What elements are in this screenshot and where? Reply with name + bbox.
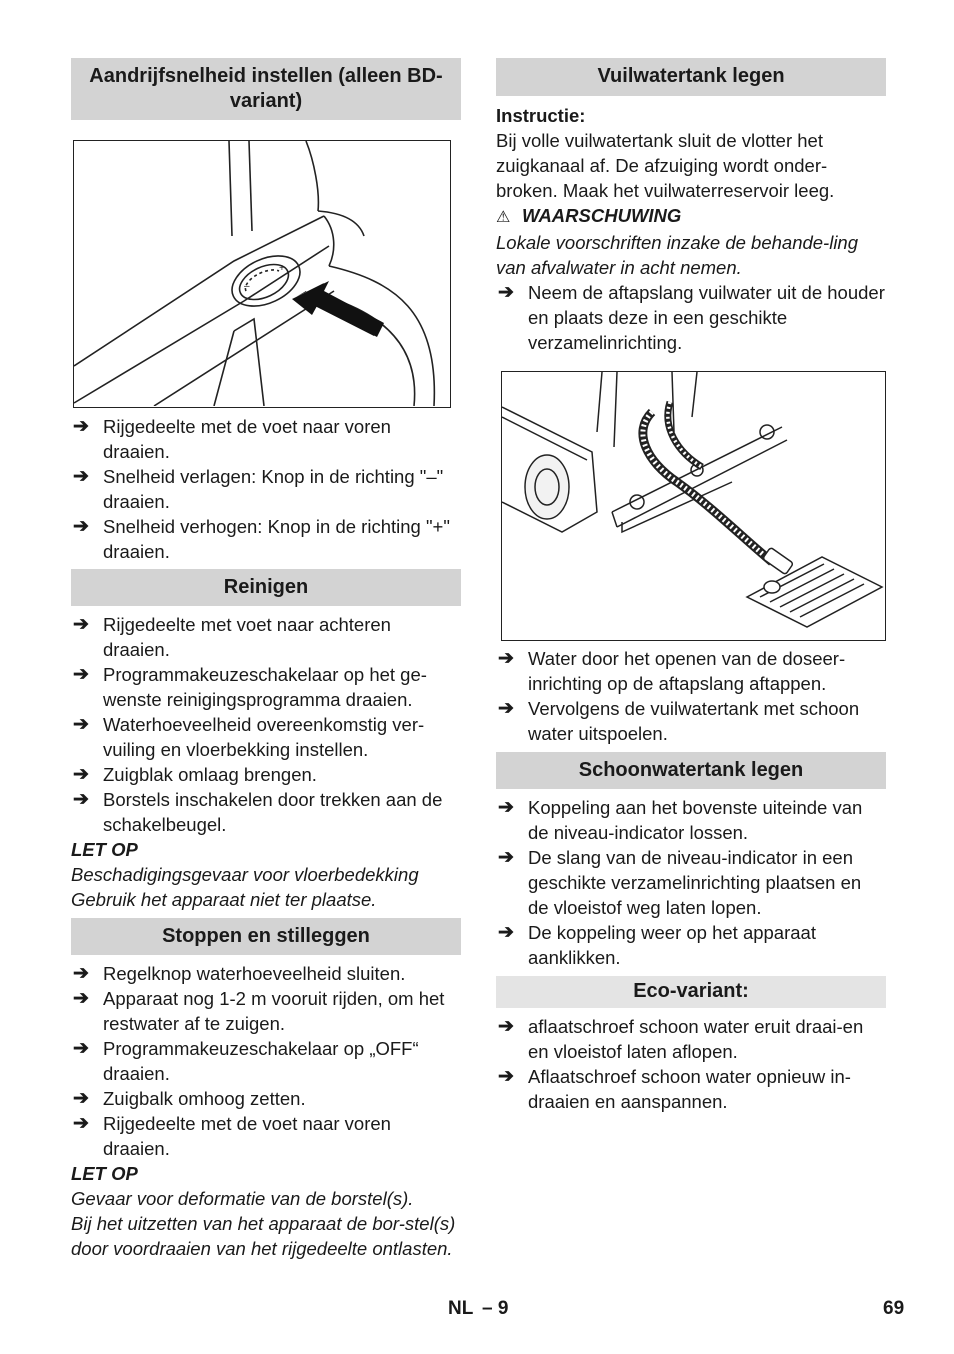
- list-item: ➔ Rijgedeelte met de voet naar voren draaien.: [73, 1113, 391, 1159]
- left-column: [71, 58, 461, 1261]
- arrow-right-icon: ➔: [73, 1088, 89, 1109]
- arrow-right-icon: ➔: [73, 416, 89, 437]
- arrow-right-icon: ➔: [73, 714, 89, 735]
- arrow-right-icon: ➔: [498, 1016, 514, 1037]
- arrow-right-icon: ➔: [73, 1113, 89, 1134]
- arrow-right-icon: ➔: [498, 698, 514, 719]
- note-text: Bij het uitzetten van het apparaat de bor-stel(s) door voordraaien van het rijgedeelte ontlasten.: [71, 1213, 456, 1259]
- list-item: ➔ De koppeling weer op het apparaat aanklikken.: [498, 922, 816, 968]
- arrow-right-icon: ➔: [498, 1066, 514, 1087]
- note-text: Gevaar voor deformatie van de borstel(s).: [71, 1188, 414, 1209]
- warning-text: Lokale voorschriften inzake de behande-ling van afvalwater in acht nemen.: [496, 232, 859, 278]
- section-heading-stopping: Stoppen en stilleggen: [71, 918, 461, 955]
- note-title: LET OP: [71, 839, 138, 860]
- list-item: ➔ Rijgedeelte met de voet naar voren draaien.: [73, 416, 391, 462]
- arrow-right-icon: ➔: [498, 797, 514, 818]
- note-title: LET OP: [71, 1163, 138, 1184]
- section-heading-waste-tank: Vuilwatertank legen: [496, 58, 886, 96]
- arrow-right-icon: ➔: [498, 282, 514, 303]
- drain-hose-illustration: [502, 372, 884, 639]
- list-item: ➔ Koppeling aan het bovenste uiteinde van de niveau-indicator lossen.: [498, 797, 863, 843]
- speed-knob-illustration: [74, 141, 449, 406]
- waste-tank-steps: [496, 280, 886, 355]
- clean-tank-steps: [496, 795, 886, 970]
- list-item: ➔ Rijgedeelte met voet naar achteren draaien.: [73, 614, 391, 660]
- list-item: ➔ Borstels inschakelen door trekken aan de schakelbeugel.: [73, 789, 443, 835]
- list-item: ➔ Snelheid verhogen: Knop in de richting "+" draaien.: [73, 516, 450, 562]
- list-item: ➔ Water door het openen van de doseer-inrichting op de aftapslang aftappen.: [498, 648, 846, 694]
- list-item: ➔ Zuigbalk omhoog zetten.: [73, 1088, 306, 1109]
- list-item: ➔ Regelknop waterhoeveelheid sluiten.: [73, 963, 406, 984]
- warning-triangle-icon: ⚠: [496, 209, 511, 226]
- instruction-text: Bij volle vuilwatertank sluit de vlotter het zuigkanaal af. De afzuiging wordt onder-broken. Maak het vuilwaterreservoir leeg.: [496, 130, 835, 201]
- list-item: ➔ Neem de aftapslang vuilwater uit de houder en plaats deze in een geschikte verzamelinrichting.: [498, 282, 885, 353]
- arrow-right-icon: ➔: [73, 988, 89, 1009]
- section-heading-drive-speed: Aandrijfsnelheid instellen (alleen BD-variant): [71, 58, 461, 120]
- arrow-right-icon: ➔: [73, 614, 89, 635]
- list-item: ➔ aflaatschroef schoon water eruit draai-en en vloeistof laten aflopen.: [498, 1016, 864, 1062]
- svg-text:–: –: [244, 281, 250, 292]
- list-item: ➔ Waterhoeveelheid overeenkomstig ver-vuiling en vloerbekking instellen.: [73, 714, 425, 760]
- cleaning-steps: [71, 612, 461, 837]
- eco-variant-steps: [496, 1014, 886, 1114]
- arrow-right-icon: ➔: [73, 789, 89, 810]
- warning-title: WAARSCHUWING: [522, 205, 682, 226]
- note-text: Gebruik het apparaat niet ter plaatse.: [71, 889, 377, 910]
- list-item: ➔ Apparaat nog 1-2 m vooruit rijden, om het restwater af te zuigen.: [73, 988, 445, 1034]
- instruction-title: Instructie:: [496, 105, 586, 126]
- list-item: ➔ Snelheid verlagen: Knop in de richting "–" draaien.: [73, 466, 444, 512]
- section-heading-cleaning: Reinigen: [71, 569, 461, 606]
- page-number: 69: [883, 1298, 905, 1319]
- list-item: ➔ Programmakeuzeschakelaar op „OFF“ draaien.: [73, 1038, 419, 1084]
- svg-text:+: +: [279, 263, 285, 274]
- section-heading-clean-water-tank: Schoonwatertank legen: [496, 752, 886, 789]
- right-column: [496, 58, 886, 1114]
- warning-line: [496, 203, 886, 230]
- arrow-right-icon: ➔: [498, 648, 514, 669]
- drive-speed-steps: [71, 414, 461, 564]
- list-item: ➔ De slang van de niveau-indicator in een geschikte verzamelinrichting plaatsen en de vloeistof weg laten lopen.: [498, 847, 862, 918]
- stopping-steps: [71, 961, 461, 1161]
- note-text: Beschadigingsgevaar voor vloerbedekking: [71, 864, 419, 885]
- arrow-right-icon: ➔: [73, 963, 89, 984]
- footer-lang: NL: [448, 1298, 474, 1319]
- arrow-right-icon: ➔: [73, 466, 89, 487]
- list-item: ➔ Programmakeuzeschakelaar op het ge-wenste reinigingsprogramma draaien.: [73, 664, 427, 710]
- list-item: ➔ Aflaatschroef schoon water opnieuw in-draaien en aanspannen.: [498, 1066, 851, 1112]
- list-item: ➔ Vervolgens de vuilwatertank met schoon water uitspoelen.: [498, 698, 860, 744]
- drive-speed-figure: [73, 140, 451, 408]
- arrow-right-icon: ➔: [73, 764, 89, 785]
- arrow-right-icon: ➔: [73, 516, 89, 537]
- arrow-right-icon: ➔: [498, 922, 514, 943]
- drain-steps: [496, 646, 886, 746]
- section-heading-eco-variant: Eco-variant:: [496, 976, 886, 1008]
- arrow-right-icon: ➔: [73, 1038, 89, 1059]
- footer-section: – 9: [482, 1298, 509, 1319]
- list-item: ➔ Zuigblak omlaag brengen.: [73, 764, 317, 785]
- arrow-right-icon: ➔: [498, 847, 514, 868]
- drain-hose-figure: [501, 371, 886, 641]
- arrow-right-icon: ➔: [73, 664, 89, 685]
